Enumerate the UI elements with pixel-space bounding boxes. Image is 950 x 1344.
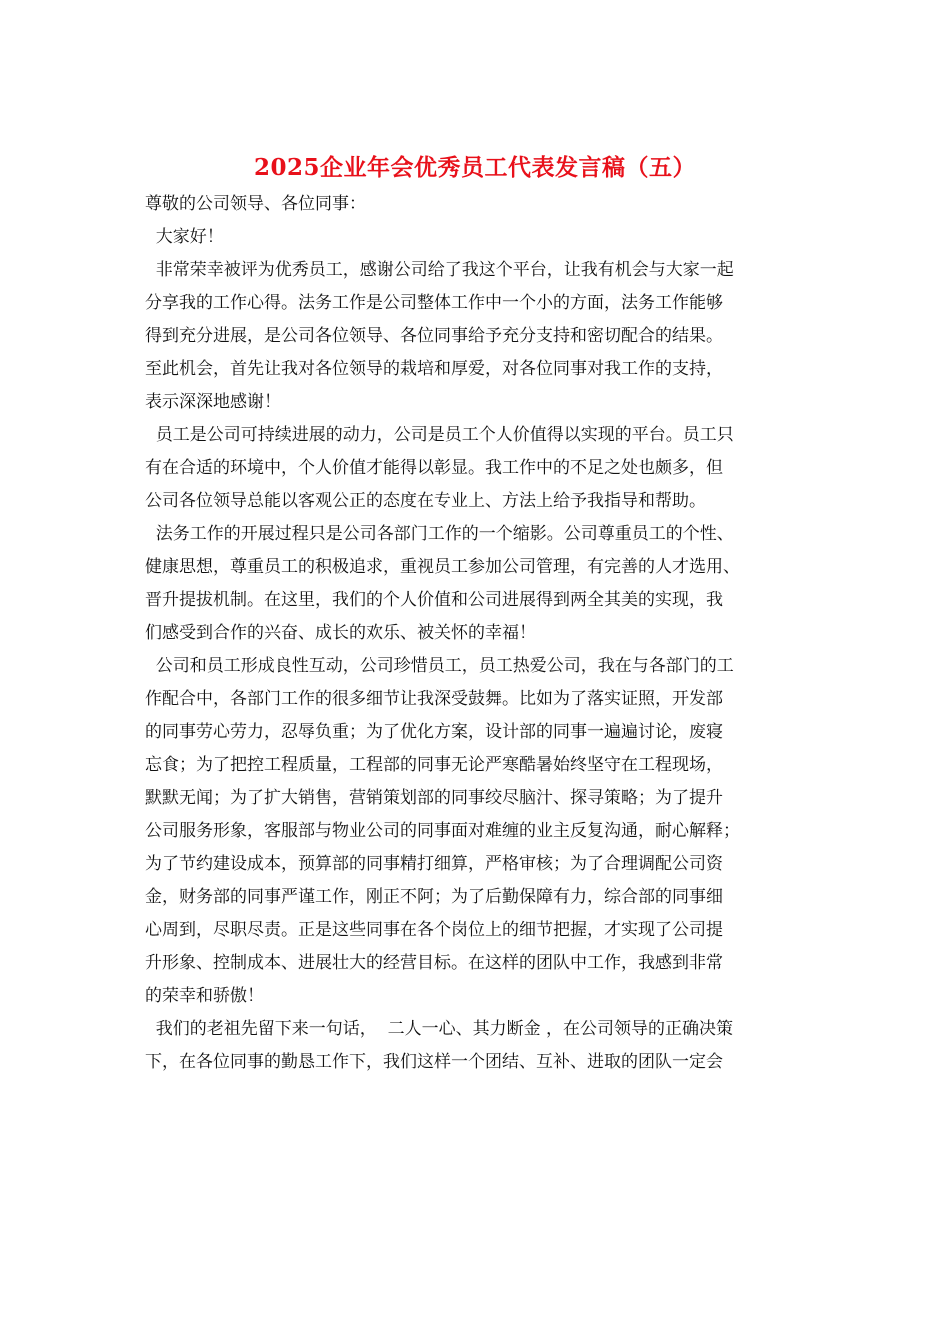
body-line: 我们的老祖先留下来一句话， 二人一心、其力断金 ，在公司领导的正确决策 — [145, 1019, 734, 1039]
body-line: 至此机会，首先让我对各位领导的栽培和厚爱，对各位同事对我工作的支持， — [145, 359, 723, 379]
body-line: 法务工作的开展过程只是公司各部门工作的一个缩影。公司尊重员工的个性、 — [145, 524, 734, 544]
body-line: 的荣幸和骄傲！ — [145, 986, 264, 1006]
body-line: 得到充分进展，是公司各位领导、各位同事给予充分支持和密切配合的结果。 — [145, 326, 723, 346]
body-line: 作配合中，各部门工作的很多细节让我深受鼓舞。比如为了落实证照，开发部 — [145, 689, 723, 709]
document-body — [145, 188, 810, 1079]
body-line: 尊敬的公司领导、各位同事： — [145, 194, 366, 214]
body-line: 公司服务形象，客服部与物业公司的同事面对难缠的业主反复沟通，耐心解释； — [145, 821, 740, 841]
body-line: 公司各位领导总能以客观公正的态度在专业上、方法上给予我指导和帮助。 — [145, 491, 706, 511]
body-line: 为了节约建设成本，预算部的同事精打细算，严格审核；为了合理调配公司资 — [145, 854, 723, 874]
body-line: 们感受到合作的兴奋、成长的欢乐、被关怀的幸福！ — [145, 623, 536, 643]
body-line: 晋升提拔机制。在这里，我们的个人价值和公司进展得到两全其美的实现，我 — [145, 590, 723, 610]
body-line: 员工是公司可持续进展的动力，公司是员工个人价值得以实现的平台。员工只 — [145, 425, 734, 445]
body-line: 升形象、控制成本、进展壮大的经营目标。在这样的团队中工作，我感到非常 — [145, 953, 723, 973]
body-line: 大家好！ — [145, 227, 224, 247]
body-line: 忘食；为了把控工程质量，工程部的同事无论严寒酷暑始终坚守在工程现场， — [145, 755, 723, 775]
document-title: 2025企业年会优秀员工代表发言稿（五） — [253, 154, 696, 181]
body-line: 非常荣幸被评为优秀员工，感谢公司给了我这个平台，让我有机会与大家一起 — [145, 260, 734, 280]
body-line: 健康思想，尊重员工的积极追求，重视员工参加公司管理，有完善的人才选用、 — [145, 557, 740, 577]
body-line: 默默无闻；为了扩大销售，营销策划部的同事绞尽脑汁、探寻策略；为了提升 — [145, 788, 723, 808]
body-line: 下，在各位同事的勤恳工作下，我们这样一个团结、互补、进取的团队一定会 — [145, 1052, 723, 1072]
body-line: 分享我的工作心得。法务工作是公司整体工作中一个小的方面，法务工作能够 — [145, 293, 723, 313]
body-line: 公司和员工形成良性互动，公司珍惜员工，员工热爱公司，我在与各部门的工 — [145, 656, 734, 676]
body-line: 的同事劳心劳力，忍辱负重；为了优化方案，设计部的同事一遍遍讨论，废寝 — [145, 722, 723, 742]
body-line: 金，财务部的同事严谨工作，刚正不阿；为了后勤保障有力，综合部的同事细 — [145, 887, 723, 907]
body-line: 有在合适的环境中，个人价值才能得以彰显。我工作中的不足之处也颇多，但 — [145, 458, 723, 478]
body-line: 表示深深地感谢！ — [145, 392, 281, 412]
body-line: 心周到，尽职尽责。正是这些同事在各个岗位上的细节把握，才实现了公司提 — [145, 920, 723, 940]
